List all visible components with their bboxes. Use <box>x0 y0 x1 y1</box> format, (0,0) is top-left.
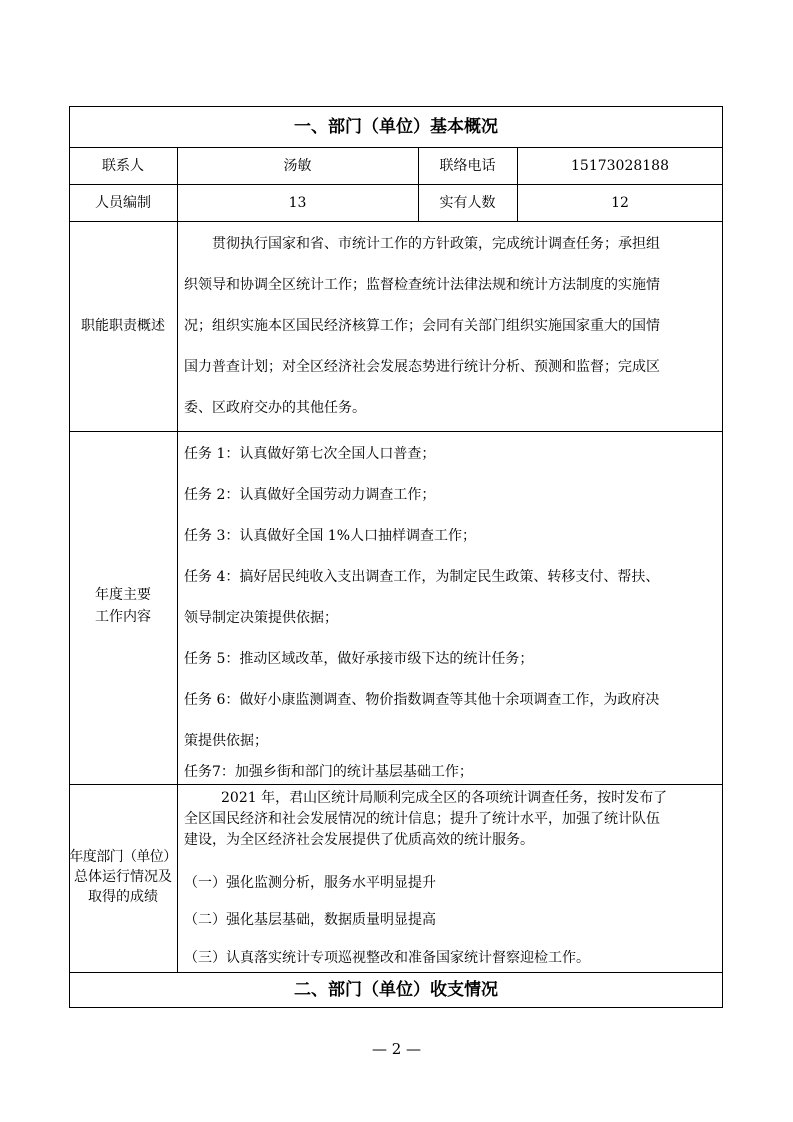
performance-label: 取得的成绩 <box>88 889 158 905</box>
contact-label: 联系人 <box>102 158 144 174</box>
section2-title: 二、部门（单位）收支情况 <box>294 980 498 1000</box>
task-line: 任务 1：认真做好第七次全国人口普查； <box>184 446 436 462</box>
section1-title: 一、部门（单位）基本概况 <box>294 117 498 137</box>
performance-line: 全区国民经济和社会发展情况的统计信息；提升了统计水平，加强了统计队伍 <box>184 811 660 827</box>
task-line: 任务 6：做好小康监测调查、物价指数调查等其他十余项调查工作，为政府决 <box>184 692 660 708</box>
tasks-label: 工作内容 <box>95 609 151 625</box>
tasks-label: 年度主要 <box>95 587 151 603</box>
performance-line: （三）认真落实统计专项巡视整改和准备国家统计督察迎检工作。 <box>184 950 590 966</box>
performance-line: （一）强化监测分析，服务水平明显提升 <box>184 875 436 891</box>
contact-value: 汤敏 <box>283 158 312 174</box>
actual-staff-value: 12 <box>611 195 629 211</box>
column-divider <box>177 147 178 972</box>
performance-line: 2021 年，君山区统计局顺利完成全区的各项统计调查任务，按时发布了 <box>221 790 668 806</box>
task-line: 任务7：加强乡街和部门的统计基层基础工作； <box>184 764 473 780</box>
actual-staff-label: 实有人数 <box>439 195 496 211</box>
row-divider <box>69 147 723 148</box>
row-divider <box>69 221 723 222</box>
task-line: 任务 2：认真做好全国劳动力调查工作； <box>184 487 436 503</box>
page-number: — 2 — <box>371 1040 422 1058</box>
row-divider <box>69 784 723 785</box>
row-divider <box>69 972 723 973</box>
task-line: 任务 3：认真做好全国 1%人口抽样调查工作； <box>184 528 477 544</box>
task-line: 任务 4：搞好居民纯收入支出调查工作，为制定民生政策、转移支付、帮扶、 <box>184 569 660 585</box>
task-line: 策提供依据； <box>184 733 268 749</box>
phone-value: 15173028188 <box>571 158 669 174</box>
row-divider <box>69 431 723 432</box>
performance-label: 总体运行情况及 <box>74 869 172 885</box>
staff-value: 13 <box>288 195 307 211</box>
performance-line: 建设，为全区经济社会发展提供了优质高效的统计服务。 <box>184 832 534 848</box>
duties-line: 织领导和协调全区统计工作；监督检查统计法律法规和统计方法制度的实施情 <box>184 277 660 293</box>
duties-label: 职能职责概述 <box>81 318 165 334</box>
duties-line: 况；组织实施本区国民经济核算工作；会同有关部门组织实施国家重大的国情 <box>184 318 660 334</box>
duties-line: 贯彻执行国家和省、市统计工作的方针政策，完成统计调查任务；承担组 <box>212 236 660 252</box>
performance-line: （二）强化基层基础，数据质量明显提高 <box>184 912 436 928</box>
phone-label: 联络电话 <box>439 158 496 174</box>
staff-label: 人员编制 <box>95 195 151 211</box>
duties-line: 国力普查计划；对全区经济社会发展态势进行统计分析、预测和监督；完成区 <box>184 359 660 375</box>
task-line: 任务 5：推动区域改革，做好承接市级下达的统计任务； <box>184 651 534 667</box>
task-line: 领导制定决策提供依据； <box>184 610 338 626</box>
row-divider <box>69 184 723 185</box>
performance-label: 年度部门（单位） <box>69 849 177 865</box>
duties-line: 委、区政府交办的其他任务。 <box>184 400 366 416</box>
